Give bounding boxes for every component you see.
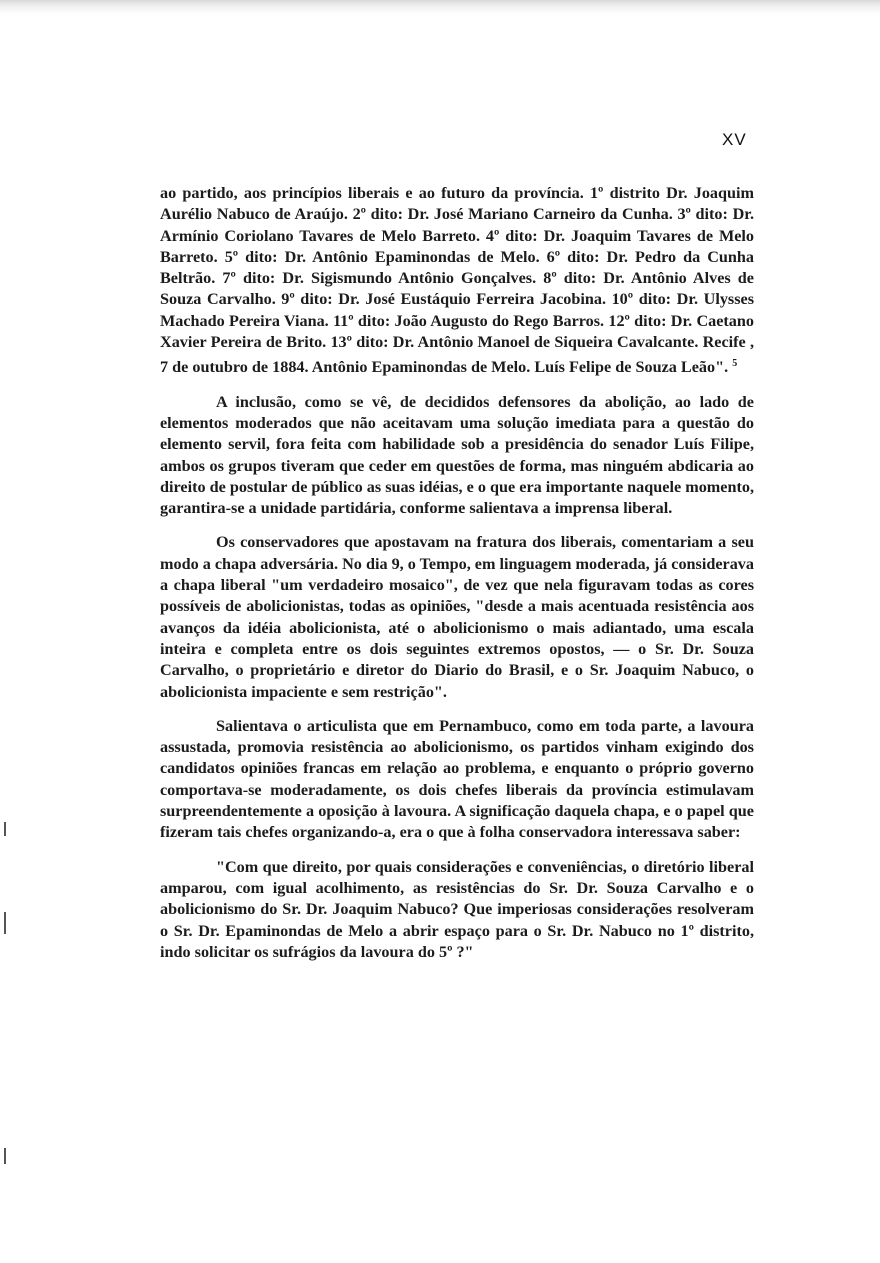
paragraph-1 xyxy=(160,183,754,379)
page-number: XV xyxy=(722,130,747,149)
paragraph-3: Os conservadores que apostavam na fratura dos liberais, comentariam a seu modo a chapa adversária. No dia 9, o Tempo, em linguagem moderada, já considerava a chapa liberal "um verdadeiro mosaico", de vez que nela figuravam todas as cores possíveis de abolicionistas, todas as opiniões, "desde a mais acentuada resistência aos avanços da idéia abolicionista, até o abolicionismo o mais adiantado, uma escala inteira e completa entre os dois seguintes extremos opostos, — o Sr. Dr. Souza Carvalho, o proprietário e diretor do Diario do Brasil, e o Sr. Joaquim Nabuco, o abolicionista impaciente e sem restrição". xyxy=(160,533,754,701)
margin-mark xyxy=(4,822,6,836)
paragraph-4: Salientava o articulista que em Pernambuco, como em toda parte, a lavoura assustada, promovia resistência ao abolicionismo, os partidos vinham exigindo dos candidatos opiniões francas em relação ao problema, e enquanto o próprio governo comportava-se moderadamente, os dois chefes liberais da província estimulavam surpreendentemente a oposição à lavoura. A significação daquela chapa, e o papel que fizeram tais chefes organizando-a, era o que à folha conservadora interessava saber: xyxy=(160,716,754,842)
scan-edge xyxy=(0,0,880,14)
paragraph-2: A inclusão, como se vê, de decididos defensores da abolição, ao lado de elementos moderados que não aceitavam uma solução imediata para a questão do elemento servil, fora feita com habilidade sob a presidência do senador Luís Filipe, ambos os grupos tiveram que ceder em questões de forma, mas ninguém abdicaria ao direito de postular de público as suas idéias, e o que era importante naquele momento, garantira-se a unidade partidária, conforme salientava a imprensa liberal. xyxy=(160,392,754,518)
margin-mark xyxy=(4,1148,6,1164)
body-text xyxy=(160,183,754,963)
paragraph-1-text: ao partido, aos princípios liberais e ao futuro da província. 1º distrito Dr. Joaquim Aurélio Nabuco de Araújo. 2º dito: Dr. José Mariano Carneiro da Cunha. 3º dito: Dr. Armínio Coriolano Tavares de Melo Barreto. 4º dito: Dr. Joaquim Tavares de Melo Barreto. 5º dito: Dr. Antônio Epaminondas de Melo. 6º dito: Dr. Pedro da Cunha Beltrão. 7º dito: Dr. Sigismundo Antônio Gonçalves. 8º dito: Dr. Antônio Alves de Souza Carvalho. 9º dito: Dr. José Eustáquio Ferreira Jacobina. 10º dito: Dr. Ulysses Machado Pereira Viana. 11º dito: João Augusto do Rego Barros. 12º dito: Dr. Caetano Xavier Pereira de Brito. 13º dito: Dr. Antônio Manoel de Siqueira Cavalcante. Recife , 7 de outubro de 1884. Antônio Epaminondas de Melo. Luís Felipe de Souza Leão". xyxy=(160,184,754,377)
quote-paragraph: "Com que direito, por quais considerações e conveniências, o diretório liberal amparou, com igual acolhimento, as resistências do Sr. Dr. Souza Carvalho e o abolicionismo do Sr. Dr. Joaquim Nabuco? Que imperiosas considerações resolveram o Sr. Dr. Epaminondas de Melo a abrir espaço para o Sr. Dr. Nabuco no 1º distrito, indo solicitar os sufrágios da lavoura do 5º ?" xyxy=(160,857,754,961)
footnote-ref: 5 xyxy=(732,358,738,370)
margin-mark xyxy=(4,912,6,934)
